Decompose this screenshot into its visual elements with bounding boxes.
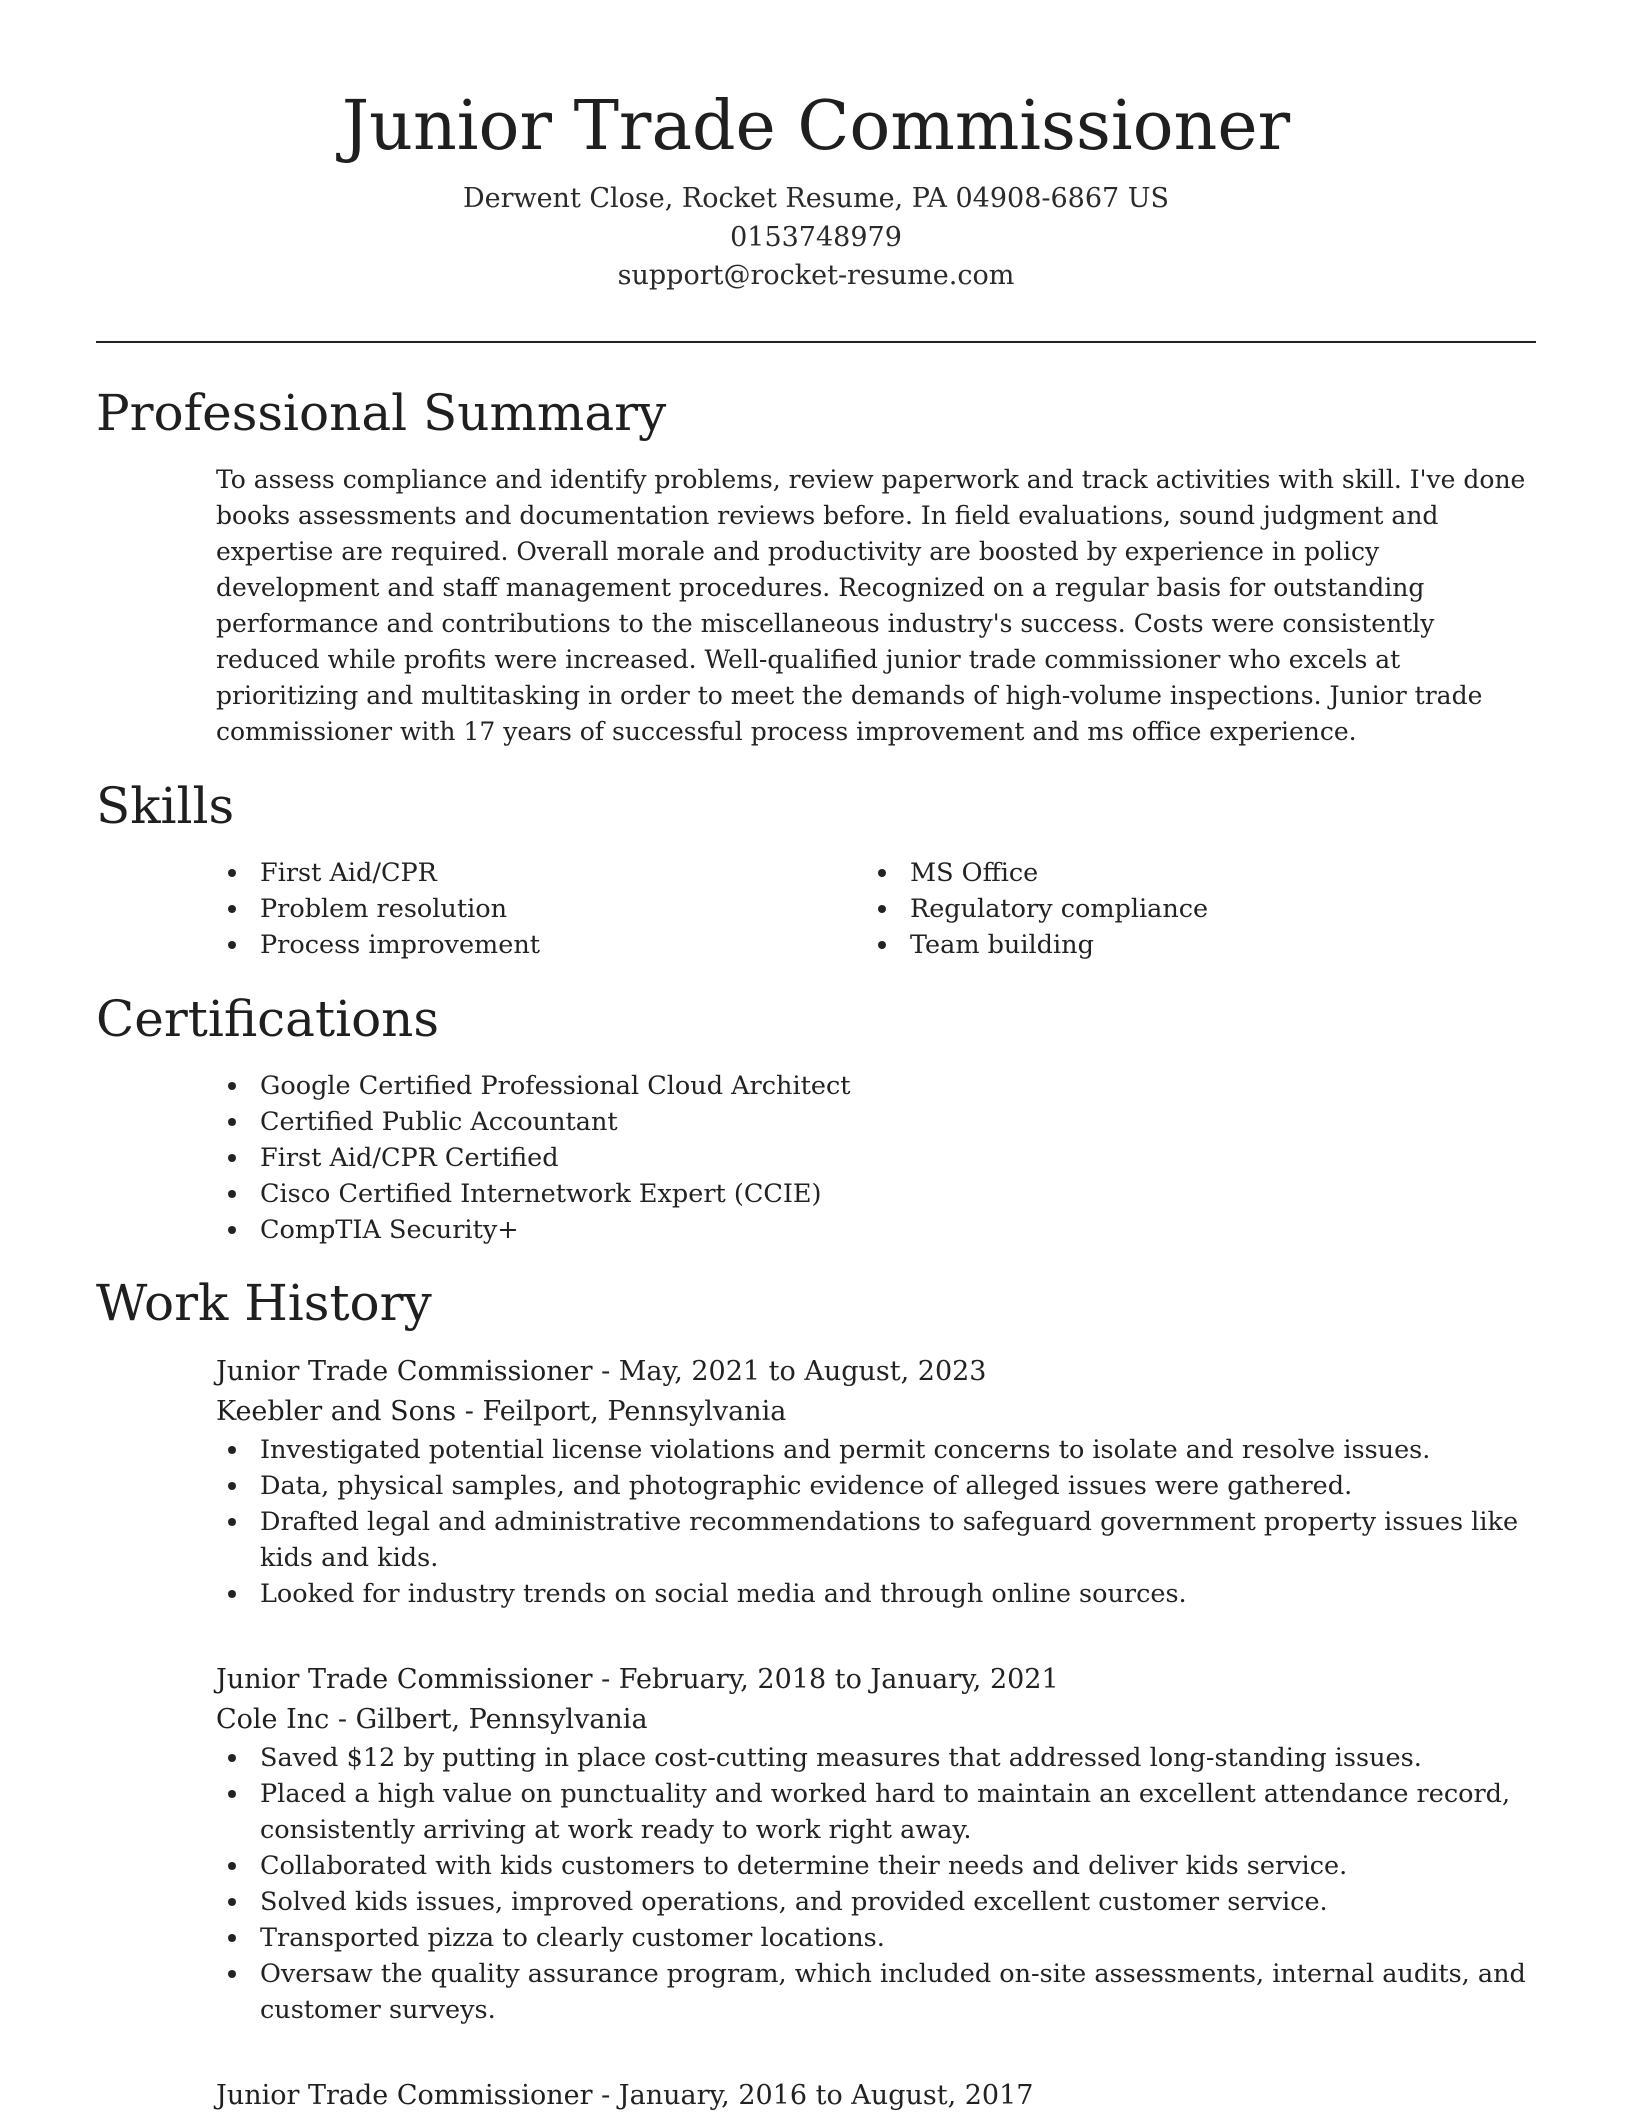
skill-item: Process improvement [216, 927, 836, 963]
skill-item: Regulatory compliance [866, 891, 1506, 927]
certification-item: First Aid/CPR Certified [216, 1140, 1516, 1176]
bullet-icon [228, 1790, 236, 1798]
bullet-icon [228, 1754, 236, 1762]
job-company: Cole Inc [216, 1704, 330, 1735]
job-company-line: Cole Inc - Gilbert, Pennsylvania [216, 1704, 648, 1735]
job-bullet-list [216, 1432, 1546, 1612]
bullet-icon [228, 1898, 236, 1906]
contact-phone: 0153748979 [730, 221, 902, 253]
certification-item: CompTIA Security+ [216, 1212, 1516, 1248]
bullet-icon [228, 1862, 236, 1870]
job-dates: January, 2016 to August, 2017 [618, 2080, 1034, 2111]
bullet-icon [878, 941, 886, 949]
bullet-icon [228, 1446, 236, 1454]
bullet-icon [228, 1934, 236, 1942]
job-bullet: Collaborated with kids customers to determine their needs and deliver kids service. [216, 1848, 1546, 1884]
bullet-icon [228, 941, 236, 949]
job-entry [216, 1660, 1546, 2028]
bullet-icon [228, 1154, 236, 1162]
skill-item: Problem resolution [216, 891, 836, 927]
job-entry [216, 1352, 1546, 1612]
certification-item: Cisco Certified Internetwork Expert (CCIE) [216, 1176, 1516, 1212]
job-bullet: Investigated potential license violations and permit concerns to isolate and resolve issues. [216, 1432, 1546, 1468]
bullet-icon [228, 1518, 236, 1526]
job-dates: May, 2021 to August, 2023 [618, 1356, 987, 1387]
job-bullet: Solved kids issues, improved operations, and provided excellent customer service. [216, 1884, 1546, 1920]
candidate-name: Junior Trade Commissioner [341, 87, 1291, 166]
bullet-icon [228, 1118, 236, 1126]
job-bullet: Drafted legal and administrative recommendations to safeguard government property issues like kids and kids. [216, 1504, 1546, 1576]
skills-list-left [216, 855, 836, 963]
job-company-line: Keebler and Sons - Feilport, Pennsylvania [216, 1396, 787, 1427]
job-title-line: Junior Trade Commissioner - January, 2016 to August, 2017 [216, 2080, 1034, 2111]
certifications-block [216, 1068, 1516, 1248]
bullet-icon [228, 1590, 236, 1598]
bullet-icon [228, 1226, 236, 1234]
job-location: Feilport, Pennsylvania [482, 1396, 787, 1427]
skills-list-right [866, 855, 1506, 963]
bullet-icon [878, 869, 886, 877]
job-entry [216, 2076, 1546, 2116]
contact-email: support@rocket-resume.com [617, 260, 1015, 291]
skill-item: First Aid/CPR [216, 855, 836, 891]
certifications-heading: Certifications [96, 990, 440, 1048]
skills-heading: Skills [96, 777, 235, 835]
bullet-icon [228, 1970, 236, 1978]
job-company: Keebler and Sons [216, 1396, 457, 1427]
bullet-icon [878, 905, 886, 913]
bullet-icon [228, 905, 236, 913]
skill-item: Team building [866, 927, 1506, 963]
resume-header [96, 82, 1536, 296]
job-bullet: Oversaw the quality assurance program, which included on-site assessments, internal audits, and customer surveys. [216, 1956, 1546, 2028]
work-history-heading: Work History [96, 1274, 432, 1332]
job-dates: February, 2018 to January, 2021 [618, 1664, 1059, 1695]
job-bullet-list [216, 1740, 1546, 2028]
bullet-icon [228, 1190, 236, 1198]
job-bullet: Data, physical samples, and photographic evidence of alleged issues were gathered. [216, 1468, 1546, 1504]
summary-text: To assess compliance and identify problems, review paperwork and track activities with skill. I've done books assessments and documentation reviews before. In field evaluations, sound judgment and expertise are required. Overall morale and productivity are boosted by experience in policy development and staff management procedures. Recognized on a regular basis for outstanding performance and contributions to the miscellaneous industry's success. Costs were consistently reduced while profits were increased. Well-qualified junior trade commissioner who excels at prioritizing and multitasking in order to meet the demands of high-volume inspections. Junior trade commissioner with 17 years of successful process improvement and ms office experience. [216, 465, 1526, 746]
job-bullet: Transported pizza to clearly customer locations. [216, 1920, 1546, 1956]
summary-heading: Professional Summary [96, 384, 667, 442]
job-title-line: Junior Trade Commissioner - February, 2018 to January, 2021 [216, 1664, 1059, 1695]
bullet-icon [228, 1482, 236, 1490]
certification-item: Certified Public Accountant [216, 1104, 1516, 1140]
contact-block [96, 180, 1536, 296]
job-bullet: Looked for industry trends on social media and through online sources. [216, 1576, 1546, 1612]
job-location: Gilbert, Pennsylvania [355, 1704, 648, 1735]
contact-address: Derwent Close, Rocket Resume, PA 04908-6867 US [462, 183, 1170, 214]
job-bullet: Saved $12 by putting in place cost-cutting measures that addressed long-standing issues. [216, 1740, 1546, 1776]
job-title: Junior Trade Commissioner [216, 1356, 593, 1387]
skill-item: MS Office [866, 855, 1506, 891]
job-bullet: Placed a high value on punctuality and worked hard to maintain an excellent attendance record, consistently arriving at work ready to work right away. [216, 1776, 1546, 1848]
job-title: Junior Trade Commissioner [216, 1664, 593, 1695]
job-title-line: Junior Trade Commissioner - May, 2021 to August, 2023 [216, 1356, 987, 1387]
header-divider [96, 341, 1536, 343]
skills-column-right [866, 855, 1506, 963]
skills-column-left [216, 855, 836, 963]
certifications-list [216, 1068, 1516, 1248]
certification-item: Google Certified Professional Cloud Architect [216, 1068, 1516, 1104]
bullet-icon [228, 869, 236, 877]
bullet-icon [228, 1082, 236, 1090]
job-title: Junior Trade Commissioner [216, 2080, 593, 2111]
